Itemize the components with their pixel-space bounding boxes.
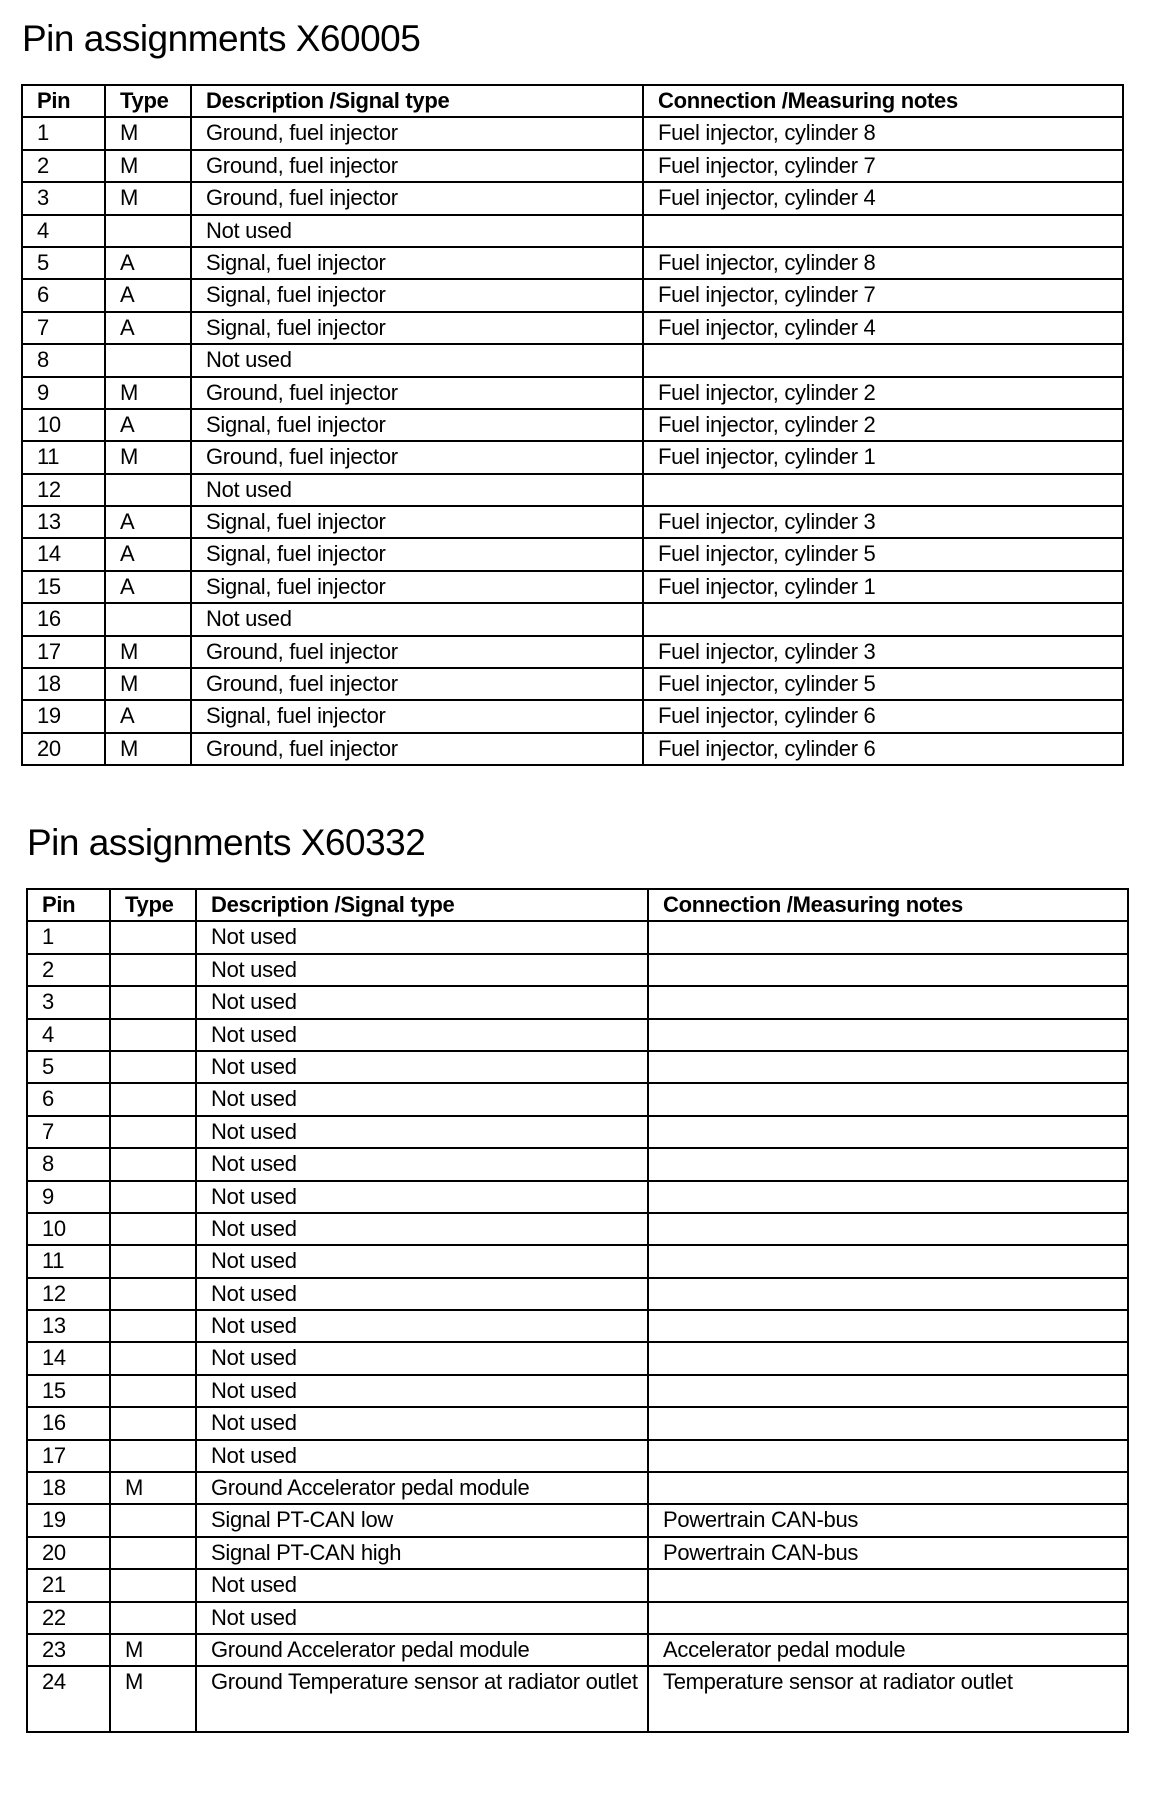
cell-type: [110, 1407, 196, 1439]
cell-description: Not used: [196, 954, 648, 986]
cell-pin: 7: [22, 312, 105, 344]
table-row: [22, 474, 1123, 506]
table-row: [27, 1666, 1128, 1732]
table-row: [22, 182, 1123, 214]
table-row: [27, 1634, 1128, 1666]
cell-description: Signal, fuel injector: [191, 247, 643, 279]
cell-description: Ground, fuel injector: [191, 733, 643, 765]
cell-type: [105, 344, 191, 376]
cell-description: Not used: [191, 344, 643, 376]
cell-type: M: [105, 441, 191, 473]
table-row: [27, 1116, 1128, 1148]
table-row: [27, 1472, 1128, 1504]
table-row: [27, 1407, 1128, 1439]
table-header-row: [22, 85, 1123, 117]
table-row: [22, 215, 1123, 247]
table-row: [22, 117, 1123, 149]
table-row: [22, 279, 1123, 311]
column-header-description: Description /Signal type: [191, 85, 643, 117]
cell-type: A: [105, 247, 191, 279]
cell-type: [110, 1537, 196, 1569]
table-row: [27, 921, 1128, 953]
table-row: [27, 1181, 1128, 1213]
cell-description: Signal, fuel injector: [191, 538, 643, 570]
cell-type: [110, 1310, 196, 1342]
cell-pin: 20: [22, 733, 105, 765]
section-title-x60005: Pin assignments X60005: [22, 18, 421, 59]
cell-type: [110, 1213, 196, 1245]
table-row: [27, 1504, 1128, 1536]
cell-description: Not used: [196, 1278, 648, 1310]
cell-description: Signal, fuel injector: [191, 279, 643, 311]
cell-pin: 10: [22, 409, 105, 441]
cell-description: Not used: [196, 921, 648, 953]
cell-pin: 16: [22, 603, 105, 635]
cell-connection: [648, 1278, 1128, 1310]
cell-description: Signal, fuel injector: [191, 700, 643, 732]
table-row: [27, 954, 1128, 986]
cell-connection: [648, 1181, 1128, 1213]
table-row: [27, 1375, 1128, 1407]
cell-description: Not used: [196, 1148, 648, 1180]
cell-type: [110, 1019, 196, 1051]
cell-pin: 3: [27, 986, 110, 1018]
cell-connection: [648, 1342, 1128, 1374]
table-row: [22, 538, 1123, 570]
cell-connection: [648, 1569, 1128, 1601]
cell-pin: 12: [22, 474, 105, 506]
cell-type: M: [105, 733, 191, 765]
table-row: [27, 1148, 1128, 1180]
cell-type: [110, 1083, 196, 1115]
cell-type: [110, 986, 196, 1018]
cell-type: M: [105, 117, 191, 149]
cell-pin: 5: [27, 1051, 110, 1083]
cell-description: Ground Accelerator pedal module: [196, 1634, 648, 1666]
cell-description: Signal PT-CAN high: [196, 1537, 648, 1569]
table-row: [27, 1213, 1128, 1245]
cell-description: Signal, fuel injector: [191, 409, 643, 441]
table-row: [22, 603, 1123, 635]
cell-description: Ground, fuel injector: [191, 117, 643, 149]
cell-connection: [648, 1116, 1128, 1148]
cell-description: Not used: [196, 1019, 648, 1051]
cell-pin: 9: [27, 1181, 110, 1213]
table-row: [22, 506, 1123, 538]
cell-pin: 16: [27, 1407, 110, 1439]
cell-description: Signal, fuel injector: [191, 312, 643, 344]
cell-connection: Fuel injector, cylinder 4: [643, 182, 1123, 214]
cell-pin: 10: [27, 1213, 110, 1245]
cell-connection: [648, 1602, 1128, 1634]
column-header-description: Description /Signal type: [196, 889, 648, 921]
cell-description: Not used: [196, 986, 648, 1018]
cell-pin: 2: [22, 150, 105, 182]
cell-description: Not used: [196, 1440, 648, 1472]
cell-description: Ground, fuel injector: [191, 636, 643, 668]
table-row: [27, 1245, 1128, 1277]
cell-type: A: [105, 312, 191, 344]
table-row: [22, 700, 1123, 732]
table-row: [27, 1569, 1128, 1601]
cell-type: M: [105, 636, 191, 668]
cell-type: [110, 954, 196, 986]
cell-type: [105, 474, 191, 506]
table-row: [27, 1310, 1128, 1342]
cell-connection: [643, 344, 1123, 376]
table-row: [22, 312, 1123, 344]
cell-description: Ground Temperature sensor at radiator outlet: [196, 1666, 648, 1732]
table-header-row: [27, 889, 1128, 921]
cell-description: Signal, fuel injector: [191, 506, 643, 538]
cell-description: Not used: [196, 1407, 648, 1439]
cell-pin: 7: [27, 1116, 110, 1148]
table-row: [27, 1051, 1128, 1083]
cell-connection: [648, 1472, 1128, 1504]
cell-description: Not used: [196, 1116, 648, 1148]
cell-type: [105, 603, 191, 635]
cell-pin: 1: [27, 921, 110, 953]
cell-description: Ground, fuel injector: [191, 182, 643, 214]
cell-pin: 12: [27, 1278, 110, 1310]
cell-type: A: [105, 409, 191, 441]
cell-description: Ground Accelerator pedal module: [196, 1472, 648, 1504]
cell-description: Not used: [196, 1375, 648, 1407]
cell-pin: 19: [22, 700, 105, 732]
cell-description: Not used: [196, 1051, 648, 1083]
cell-type: [110, 1051, 196, 1083]
cell-type: M: [105, 668, 191, 700]
cell-pin: 18: [22, 668, 105, 700]
cell-pin: 5: [22, 247, 105, 279]
cell-connection: Fuel injector, cylinder 7: [643, 150, 1123, 182]
cell-type: M: [110, 1472, 196, 1504]
cell-pin: 6: [27, 1083, 110, 1115]
cell-type: M: [105, 377, 191, 409]
cell-pin: 13: [27, 1310, 110, 1342]
cell-connection: Fuel injector, cylinder 2: [643, 409, 1123, 441]
cell-description: Ground, fuel injector: [191, 377, 643, 409]
cell-type: [110, 1440, 196, 1472]
cell-connection: [648, 1019, 1128, 1051]
cell-description: Not used: [191, 474, 643, 506]
cell-type: [110, 1278, 196, 1310]
cell-pin: 11: [27, 1245, 110, 1277]
pin-table-x60005: [21, 84, 1124, 766]
cell-connection: [648, 1440, 1128, 1472]
table-row: [22, 571, 1123, 603]
table-row: [22, 344, 1123, 376]
cell-description: Not used: [196, 1181, 648, 1213]
cell-type: M: [105, 182, 191, 214]
cell-connection: [648, 1375, 1128, 1407]
table-row: [27, 1440, 1128, 1472]
cell-description: Not used: [196, 1083, 648, 1115]
cell-pin: 22: [27, 1602, 110, 1634]
cell-pin: 20: [27, 1537, 110, 1569]
column-header-pin: Pin: [22, 85, 105, 117]
table-row: [27, 1537, 1128, 1569]
cell-type: A: [105, 506, 191, 538]
cell-type: [105, 215, 191, 247]
cell-connection: Fuel injector, cylinder 6: [643, 700, 1123, 732]
cell-description: Not used: [191, 215, 643, 247]
cell-description: Not used: [191, 603, 643, 635]
cell-connection: Fuel injector, cylinder 5: [643, 668, 1123, 700]
cell-description: Ground, fuel injector: [191, 150, 643, 182]
cell-type: A: [105, 279, 191, 311]
pin-table-x60332: [26, 888, 1129, 1733]
cell-pin: 13: [22, 506, 105, 538]
column-header-connection: Connection /Measuring notes: [643, 85, 1123, 117]
cell-connection: [648, 1148, 1128, 1180]
cell-pin: 9: [22, 377, 105, 409]
cell-connection: Temperature sensor at radiator outlet: [648, 1666, 1128, 1732]
cell-type: M: [110, 1666, 196, 1732]
cell-connection: [648, 1245, 1128, 1277]
cell-connection: [648, 1213, 1128, 1245]
cell-connection: Powertrain CAN-bus: [648, 1537, 1128, 1569]
table-row: [22, 733, 1123, 765]
cell-pin: 2: [27, 954, 110, 986]
table-row: [27, 1019, 1128, 1051]
cell-pin: 4: [27, 1019, 110, 1051]
column-header-type: Type: [110, 889, 196, 921]
cell-connection: [648, 1051, 1128, 1083]
cell-description: Not used: [196, 1602, 648, 1634]
table-row: [22, 636, 1123, 668]
cell-description: Not used: [196, 1245, 648, 1277]
table-row: [22, 409, 1123, 441]
cell-connection: Fuel injector, cylinder 3: [643, 506, 1123, 538]
cell-connection: Fuel injector, cylinder 6: [643, 733, 1123, 765]
cell-connection: Fuel injector, cylinder 1: [643, 441, 1123, 473]
cell-pin: 8: [22, 344, 105, 376]
cell-pin: 11: [22, 441, 105, 473]
cell-pin: 24: [27, 1666, 110, 1732]
cell-type: [110, 1504, 196, 1536]
cell-pin: 8: [27, 1148, 110, 1180]
cell-type: A: [105, 571, 191, 603]
table-row: [27, 1602, 1128, 1634]
cell-connection: [648, 954, 1128, 986]
table-row: [22, 377, 1123, 409]
cell-connection: Fuel injector, cylinder 1: [643, 571, 1123, 603]
column-header-pin: Pin: [27, 889, 110, 921]
table-row: [27, 1278, 1128, 1310]
cell-type: [110, 1569, 196, 1601]
cell-type: M: [105, 150, 191, 182]
cell-connection: [648, 1083, 1128, 1115]
table-row: [27, 986, 1128, 1018]
cell-type: [110, 1181, 196, 1213]
column-header-connection: Connection /Measuring notes: [648, 889, 1128, 921]
cell-connection: [648, 921, 1128, 953]
cell-pin: 6: [22, 279, 105, 311]
cell-pin: 14: [22, 538, 105, 570]
cell-pin: 4: [22, 215, 105, 247]
cell-pin: 17: [27, 1440, 110, 1472]
cell-type: [110, 1116, 196, 1148]
cell-pin: 23: [27, 1634, 110, 1666]
column-header-type: Type: [105, 85, 191, 117]
cell-connection: Powertrain CAN-bus: [648, 1504, 1128, 1536]
section-title-x60332: Pin assignments X60332: [27, 822, 426, 863]
cell-type: [110, 1148, 196, 1180]
cell-type: A: [105, 700, 191, 732]
cell-description: Ground, fuel injector: [191, 441, 643, 473]
cell-connection: Fuel injector, cylinder 7: [643, 279, 1123, 311]
cell-description: Not used: [196, 1213, 648, 1245]
cell-description: Ground, fuel injector: [191, 668, 643, 700]
cell-connection: Fuel injector, cylinder 3: [643, 636, 1123, 668]
table-row: [22, 668, 1123, 700]
cell-connection: Accelerator pedal module: [648, 1634, 1128, 1666]
cell-type: [110, 1342, 196, 1374]
cell-type: [110, 921, 196, 953]
table-row: [22, 441, 1123, 473]
cell-pin: 17: [22, 636, 105, 668]
cell-connection: [648, 1407, 1128, 1439]
table-row: [27, 1342, 1128, 1374]
cell-pin: 19: [27, 1504, 110, 1536]
cell-pin: 15: [27, 1375, 110, 1407]
cell-connection: Fuel injector, cylinder 5: [643, 538, 1123, 570]
cell-description: Not used: [196, 1569, 648, 1601]
table-row: [22, 150, 1123, 182]
cell-pin: 21: [27, 1569, 110, 1601]
cell-description: Not used: [196, 1310, 648, 1342]
cell-connection: Fuel injector, cylinder 4: [643, 312, 1123, 344]
cell-type: A: [105, 538, 191, 570]
table-row: [27, 1083, 1128, 1115]
cell-connection: [648, 986, 1128, 1018]
cell-connection: Fuel injector, cylinder 8: [643, 247, 1123, 279]
cell-type: [110, 1245, 196, 1277]
cell-connection: [648, 1310, 1128, 1342]
cell-connection: Fuel injector, cylinder 8: [643, 117, 1123, 149]
cell-description: Signal, fuel injector: [191, 571, 643, 603]
cell-connection: [643, 474, 1123, 506]
cell-connection: Fuel injector, cylinder 2: [643, 377, 1123, 409]
cell-connection: [643, 603, 1123, 635]
cell-pin: 18: [27, 1472, 110, 1504]
cell-type: M: [110, 1634, 196, 1666]
cell-connection: [643, 215, 1123, 247]
table-row: [22, 247, 1123, 279]
cell-description: Not used: [196, 1342, 648, 1374]
cell-pin: 3: [22, 182, 105, 214]
cell-pin: 15: [22, 571, 105, 603]
cell-pin: 1: [22, 117, 105, 149]
cell-description: Signal PT-CAN low: [196, 1504, 648, 1536]
cell-type: [110, 1375, 196, 1407]
cell-pin: 14: [27, 1342, 110, 1374]
cell-type: [110, 1602, 196, 1634]
